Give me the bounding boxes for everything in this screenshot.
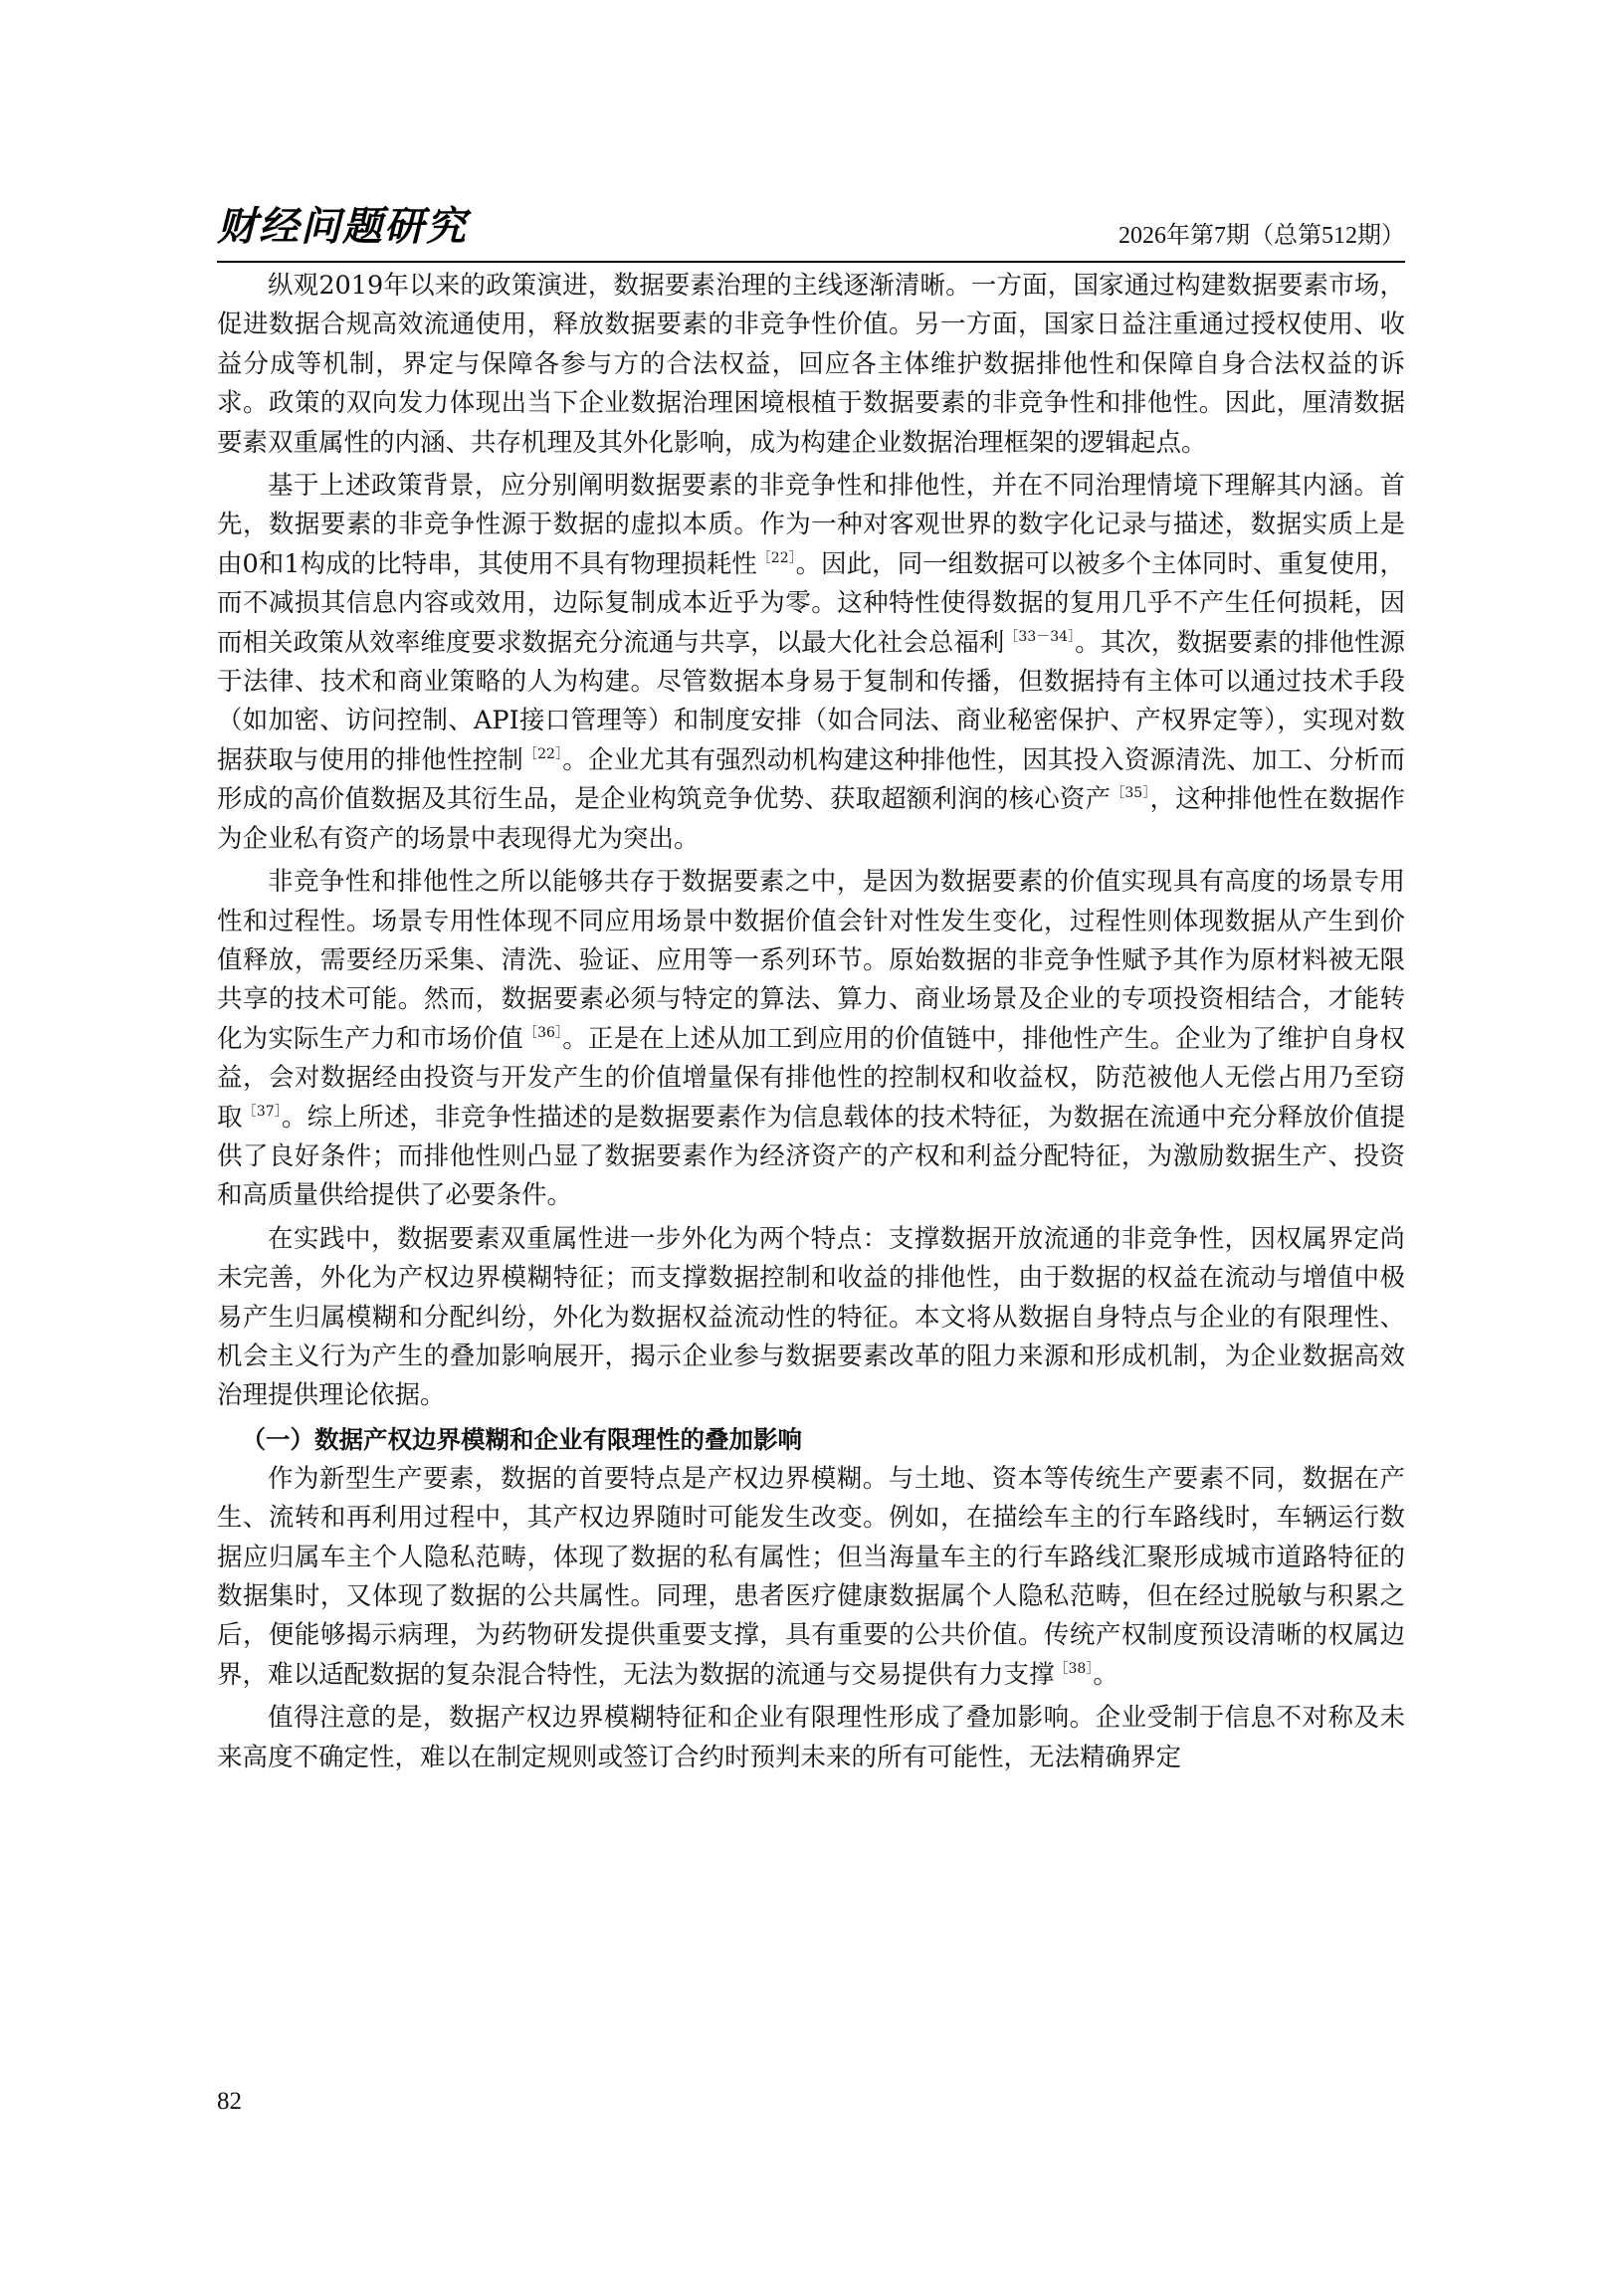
citation-reference: ［22］ bbox=[522, 745, 563, 762]
paragraph-text: 。正是在上述从加工到应用的价值链中，排他性产生。企业为了维护自身权益，会对数据经由投资与开发产生的价值增量保有排他性的控制权和收益权，防范被他人无偿占用乃至窃取 bbox=[217, 1023, 1405, 1133]
header-rule bbox=[217, 261, 1405, 263]
body-paragraph bbox=[217, 863, 1405, 1216]
paragraph-text: ，这种排他性在数据作为企业私有资产的场景中表现得尤为突出。 bbox=[217, 784, 1405, 854]
citation-reference: ［37］ bbox=[242, 1103, 282, 1120]
article-body bbox=[217, 267, 1405, 1781]
journal-title-logo: 财经问题研究 bbox=[217, 203, 468, 250]
paragraph-text: 在实践中，数据要素双重属性进一步外化为两个特点：支撑数据开放流通的非竞争性，因权属界定尚未完善，外化为产权边界模糊特征；而支撑数据控制和收益的排他性，由于数据的权益在流动与增值中极易产生归属模糊和分配纠纷，外化为数据权益流动性的特征。本文将从数据自身特点与企业的有限理性、机会主义行为产生的叠加影响展开，揭示企业参与数据要素改革的阻力来源和形成机制，为企业数据高效治理提供理论依据。 bbox=[217, 1223, 1405, 1411]
paragraph-text: 。企业尤其有强烈动机构建这种排他性，因其投入资源清洗、加工、分析而形成的高价值数据及其衍生品，是企业构筑竞争优势、获取超额利润的核心资产 bbox=[217, 744, 1405, 815]
issue-info: 2026年第7期（总第512期） bbox=[1118, 223, 1405, 249]
paragraph-text: 。综上所述，非竞争性描述的是数据要素作为信息载体的技术特征，为数据在流通中充分释放价值提供了良好条件；而排他性则凸显了数据要素作为经济资产的产权和利益分配特征，为激励数据生产、投资和高质量供给提供了必要条件。 bbox=[217, 1102, 1405, 1211]
paragraph-text: 纵观2019年以来的政策演进，数据要素治理的主线逐渐清晰。一方面，国家通过构建数据要素市场，促进数据合规高效流通使用，释放数据要素的非竞争性价值。另一方面，国家日益注重通过授权使用、收益分成等机制，界定与保障各参与方的合法权益，回应各主体维护数据排他性和保障自身合法权益的诉求。政策的双向发力体现出当下企业数据治理困境根植于数据要素的非竞争性和排他性。因此，厘清数据要素双重属性的内涵、共存机理及其外化影响，成为构建企业数据治理框架的逻辑起点。 bbox=[217, 271, 1405, 458]
paragraph-text: 值得注意的是，数据产权边界模糊特征和企业有限理性形成了叠加影响。企业受制于信息不对称及未来高度不确定性，难以在制定规则或签订合约时预判未来的所有可能性，无法精确界定 bbox=[217, 1703, 1405, 1772]
running-header bbox=[217, 204, 1405, 260]
page-number: 82 bbox=[217, 2088, 242, 2115]
body-paragraph bbox=[217, 267, 1405, 463]
citation-reference: ［33－34］ bbox=[1004, 628, 1076, 645]
paragraph-text: 。因此，同一组数据可以被多个主体同时、重复使用，而不减损其信息内容或效用，边际复制成本近乎为零。这种特性使得数据的复用几乎不产生任何损耗，因而相关政策从效率维度要求数据充分流通与共享，以最大化社会总福利 bbox=[217, 548, 1405, 658]
paragraph-text: 。 bbox=[1093, 1659, 1118, 1690]
body-paragraph bbox=[217, 467, 1405, 859]
citation-reference: ［35］ bbox=[1111, 785, 1150, 802]
paragraph-text: 作为新型生产要素，数据的首要特点是产权边界模糊。与土地、资本等传统生产要素不同，数据在产生、流转和再利用过程中，其产权边界随时可能发生改变。例如，在描绘车主的行车路线时，车辆运行数据应归属车主个人隐私范畴，体现了数据的私有属性；但当海量车主的行车路线汇聚形成城市道路特征的数据集时，又体现了数据的公共属性。同理，患者医疗健康数据属个人隐私范畴，但在经过脱敏与积累之后，便能够揭示病理，为药物研发提供重要支撑，具有重要的公共价值。传统产权制度预设清晰的权属边界，难以适配数据的复杂混合特性，无法为数据的流通与交易提供有力支撑 bbox=[217, 1463, 1405, 1690]
citation-reference: ［36］ bbox=[522, 1024, 563, 1041]
body-paragraph bbox=[217, 1699, 1405, 1777]
citation-reference: ［38］ bbox=[1054, 1660, 1094, 1677]
citation-reference: ［22］ bbox=[756, 549, 796, 566]
paragraph-text: 非竞争性和排他性之所以能够共存于数据要素之中，是因为数据要素的价值实现具有高度的场景专用性和过程性。场景专用性体现不同应用场景中数据价值会针对性发生变化，过程性则体现数据从产生到价值释放，需要经历采集、清洗、验证、应用等一系列环节。原始数据的非竞争性赋予其作为原材料被无限共享的技术可能。然而，数据要素必须与特定的算法、算力、商业场景及企业的专项投资相结合，才能转化为实际生产力和市场价值 bbox=[217, 867, 1405, 1054]
body-paragraph bbox=[217, 1220, 1405, 1416]
paragraph-text: 基于上述政策背景，应分别阐明数据要素的非竞争性和排他性，并在不同治理情境下理解其内涵。首先，数据要素的非竞争性源于数据的虚拟本质。作为一种对客观世界的数字化记录与描述，数据实质上是由0和1构成的比特串，其使用不具有物理损耗性 bbox=[217, 471, 1405, 579]
paragraph-text: 。其次，数据要素的排他性源于法律、技术和商业策略的人为构建。尽管数据本身易于复制和传播，但数据持有主体可以通过技术手段（如加密、访问控制、API接口管理等）和制度安排（如合同法、商业秘密保护、产权界定等），实现对数据获取与使用的排他性控制 bbox=[217, 627, 1405, 775]
body-paragraph bbox=[217, 1460, 1405, 1695]
section-heading: （一）数据产权边界模糊和企业有限理性的叠加影响 bbox=[241, 1424, 802, 1454]
